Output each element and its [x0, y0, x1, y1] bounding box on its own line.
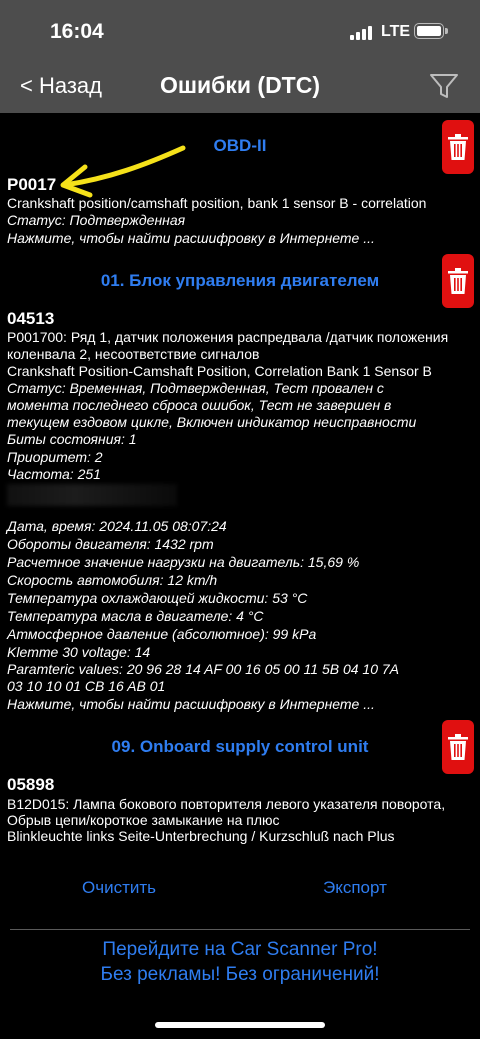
- freeze-frame-pressure: Атмосферное давление (абсолютное): 99 kPa: [7, 626, 317, 642]
- freeze-frame-speed: Скорость автомобиля: 12 km/h: [7, 572, 218, 588]
- dtc-priority: Приоритет: 2: [7, 449, 103, 465]
- clock: 16:04: [50, 20, 104, 43]
- dtc-status: текущем ездовом цикле, Включен индикатор неисправности: [7, 414, 417, 430]
- freeze-frame-datetime: Дата, время: 2024.11.05 08:07:24: [7, 518, 227, 534]
- back-button[interactable]: < Назад: [20, 73, 102, 98]
- blurred-text: [7, 484, 177, 506]
- home-indicator[interactable]: [155, 1022, 325, 1028]
- dtc-status-bits: Биты состояния: 1: [7, 431, 137, 447]
- delete-button-engine-ecu[interactable]: [442, 254, 474, 308]
- network-type: LTE: [381, 23, 411, 40]
- divider: [10, 929, 470, 930]
- arrow-annotation: [55, 143, 195, 198]
- dtc-line: Crankshaft Position-Camshaft Position, Correlation Bank 1 Sensor B: [7, 363, 432, 379]
- section-title-onboard-supply: 09. Onboard supply control unit: [111, 737, 369, 756]
- dtc-status: Статус: Временная, Подтвержденная, Тест провален с: [7, 380, 384, 396]
- trash-icon: [448, 734, 468, 760]
- promo-line-1: Перейдите на Car Scanner Pro!: [102, 939, 378, 960]
- dtc-line: коленвала 2, несоответствие сигналов: [7, 346, 260, 362]
- dtc-line: Обрыв цепи/короткое замыкание на плюс: [7, 812, 280, 828]
- dtc-code: 05898: [7, 775, 55, 794]
- dtc-status: Статус: Подтвержденная: [7, 212, 186, 228]
- freeze-frame-rpm: Обороты двигателя: 1432 rpm: [7, 536, 214, 552]
- dtc-line: P001700: Ряд 1, датчик положения распредвала /датчик положения: [7, 329, 449, 345]
- dtc-line: Blinkleuchte links Seite-Unterbrechung / Kurzschluß nach Plus: [7, 828, 395, 844]
- search-online-link[interactable]: Нажмите, чтобы найти расшифровку в Интернете ...: [7, 230, 375, 246]
- freeze-frame-coolant: Температура охлаждающей жидкости: 53 °C: [7, 590, 308, 606]
- freeze-frame-voltage: Klemme 30 voltage: 14: [7, 644, 151, 660]
- trash-icon: [448, 134, 468, 160]
- trash-icon: [448, 268, 468, 294]
- signal-icon: [350, 24, 376, 40]
- funnel-icon[interactable]: [428, 70, 460, 102]
- freeze-frame-oil: Температура масла в двигателе: 4 °C: [7, 608, 264, 624]
- dtc-description: Crankshaft position/camshaft position, bank 1 sensor B - correlation: [7, 195, 427, 211]
- delete-button-obd2[interactable]: [442, 120, 474, 174]
- search-online-link[interactable]: Нажмите, чтобы найти расшифровку в Интернете ...: [7, 696, 375, 712]
- navigation-bar: [0, 62, 480, 113]
- freeze-frame-load: Расчетное значение нагрузки на двигатель: 15,69 %: [7, 554, 360, 570]
- delete-button-onboard-supply[interactable]: [442, 720, 474, 774]
- status-bar: [0, 0, 480, 62]
- section-title-engine-ecu: 01. Блок управления двигателем: [100, 271, 380, 290]
- section-title-obd2: OBD-II: [213, 136, 267, 155]
- page-title: Ошибки (DTC): [159, 72, 321, 98]
- freeze-frame-params: Paramteric values: 20 96 28 14 AF 00 16 05 00 11 5B 04 10 7A: [7, 661, 400, 677]
- freeze-frame-params: 03 10 10 01 CB 16 AB 01: [7, 678, 166, 694]
- battery-cap: [445, 28, 448, 34]
- dtc-frequency: Частота: 251: [7, 466, 101, 482]
- dtc-status: момента последнего сброса ошибок, Тест не завершен в: [7, 397, 392, 413]
- upgrade-promo[interactable]: [0, 937, 480, 987]
- dtc-list: [0, 113, 480, 1039]
- dtc-code: 04513: [7, 309, 55, 328]
- clear-button[interactable]: Очистить: [82, 878, 157, 897]
- export-button[interactable]: Экспорт: [323, 878, 387, 897]
- dtc-code: P0017: [7, 175, 57, 194]
- dtc-line: B12D015: Лампа бокового повторителя левого указателя поворота,: [7, 796, 446, 812]
- promo-line-2: Без рекламы! Без ограничений!: [100, 964, 380, 985]
- battery-icon: [414, 23, 444, 39]
